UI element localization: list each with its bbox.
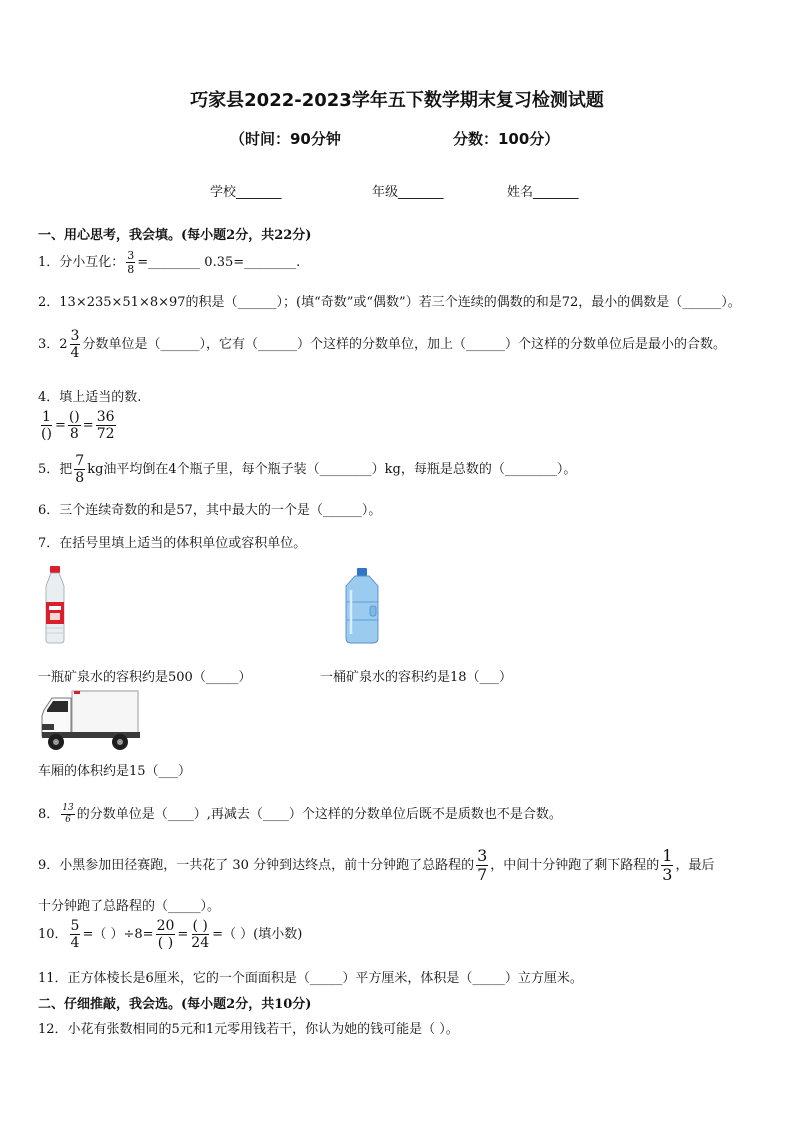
fraction: $\frac{7}{8}$ [75,453,85,486]
exam-score: 分数：100分） [453,130,560,148]
question-5: 5．把 $\frac{7}{8}$ kg油平均倒在4个瓶子里，每个瓶子装（________）kg，每瓶是总数的（________）。 [38,453,577,486]
q1-suffix: =________ 0.35=________. [137,255,301,270]
exam-time: （时间：90分钟 [230,130,341,148]
fraction: $\frac{20}{( )}$ [156,918,175,951]
question-6: 6．三个连续奇数的和是57，其中最大的一个是（______）。 [38,503,382,518]
fraction: $\frac{( )}{24}$ [191,918,210,951]
bucket-caption: 一桶矿泉水的容积约是18（___） [320,670,513,685]
q4-equation: $\frac{1}{()}$ = $\frac{()}{8}$ = $\frac{36}{72}$ [41,409,115,442]
fraction: $\frac{36}{72}$ [96,409,115,442]
question-2: 2．13×235×51×8×97的积是（______）；(填“奇数”或“偶数”）若三个连续的偶数的和是72，最小的偶数是（______）。 [38,295,741,310]
question-10: 10． $\frac{5}{4}$ =（ ）÷8= $\frac{20}{( )}$ = $\frac{( )}{24}$ =（ ）(填小数) [38,918,303,951]
fraction: $\frac{3}{8}$ [127,249,135,276]
fraction: $\frac{1}{3}$ [662,846,673,884]
question-4: 4．填上适当的数. [38,390,142,405]
section-heading-2: 二、仔细推敲，我会选。(每小题2分，共10分) [38,997,312,1012]
water-bottle-image [40,566,70,644]
school-field: 学校_______ [210,185,282,200]
question-7: 7．在括号里填上适当的体积单位或容积单位。 [38,536,307,551]
question-8: 8． $\frac{13}{6}$ 的分数单位是（____）,再减去（____）个这样的分数单位后既不是质数也不是合数。 [38,803,562,825]
question-1 [38,250,300,275]
question-9-line2: 十分钟跑了总路程的（_____）。 [38,899,221,914]
question-9: 9．小黑参加田径赛跑，一共花了 30 分钟到达终点，前十分钟跑了总路程的 $\frac{3}{7}$ ，中间十分钟跑了剩下路程的 $\frac{1}{3}$ ，最后 [38,846,715,884]
section-heading-1: 一、用心思考，我会填。(每小题2分，共22分) [38,228,312,243]
truck-image [38,688,140,752]
fraction: $\frac{3}{7}$ [477,846,488,884]
truck-caption: 车厢的体积约是15（___） [38,764,192,779]
fraction: $\frac{13}{6}$ [62,803,74,825]
question-12: 12．小花有张数相同的5元和1元零用钱若干，你认为她的钱可能是（ ）。 [38,1022,459,1037]
name-field: 姓名_______ [507,185,579,200]
fraction: $\frac{5}{4}$ [70,918,80,951]
fraction: $\frac{()}{8}$ [68,409,80,442]
question-3: 3．2 $\frac{3}{4}$ 分数单位是（______），它有（______）个这样的分数单位，加上（______）个这样的分数单位后是最小的合数。 [38,328,726,361]
grade-field: 年级_______ [372,185,444,200]
water-bucket-image [340,568,384,644]
fraction: $\frac{3}{4}$ [70,328,80,361]
bottle-caption: 一瓶矿泉水的容积约是500（_____） [38,670,252,685]
page-title: 巧家县2022-2023学年五下数学期末复习检测试题 [190,90,604,111]
fraction: $\frac{1}{()}$ [41,409,52,442]
question-11: 11．正方体棱长是6厘米，它的一个面面积是（_____）平方厘米，体积是（_____）立方厘米。 [38,971,583,986]
q1-prefix: 1．分小互化： [38,255,125,270]
